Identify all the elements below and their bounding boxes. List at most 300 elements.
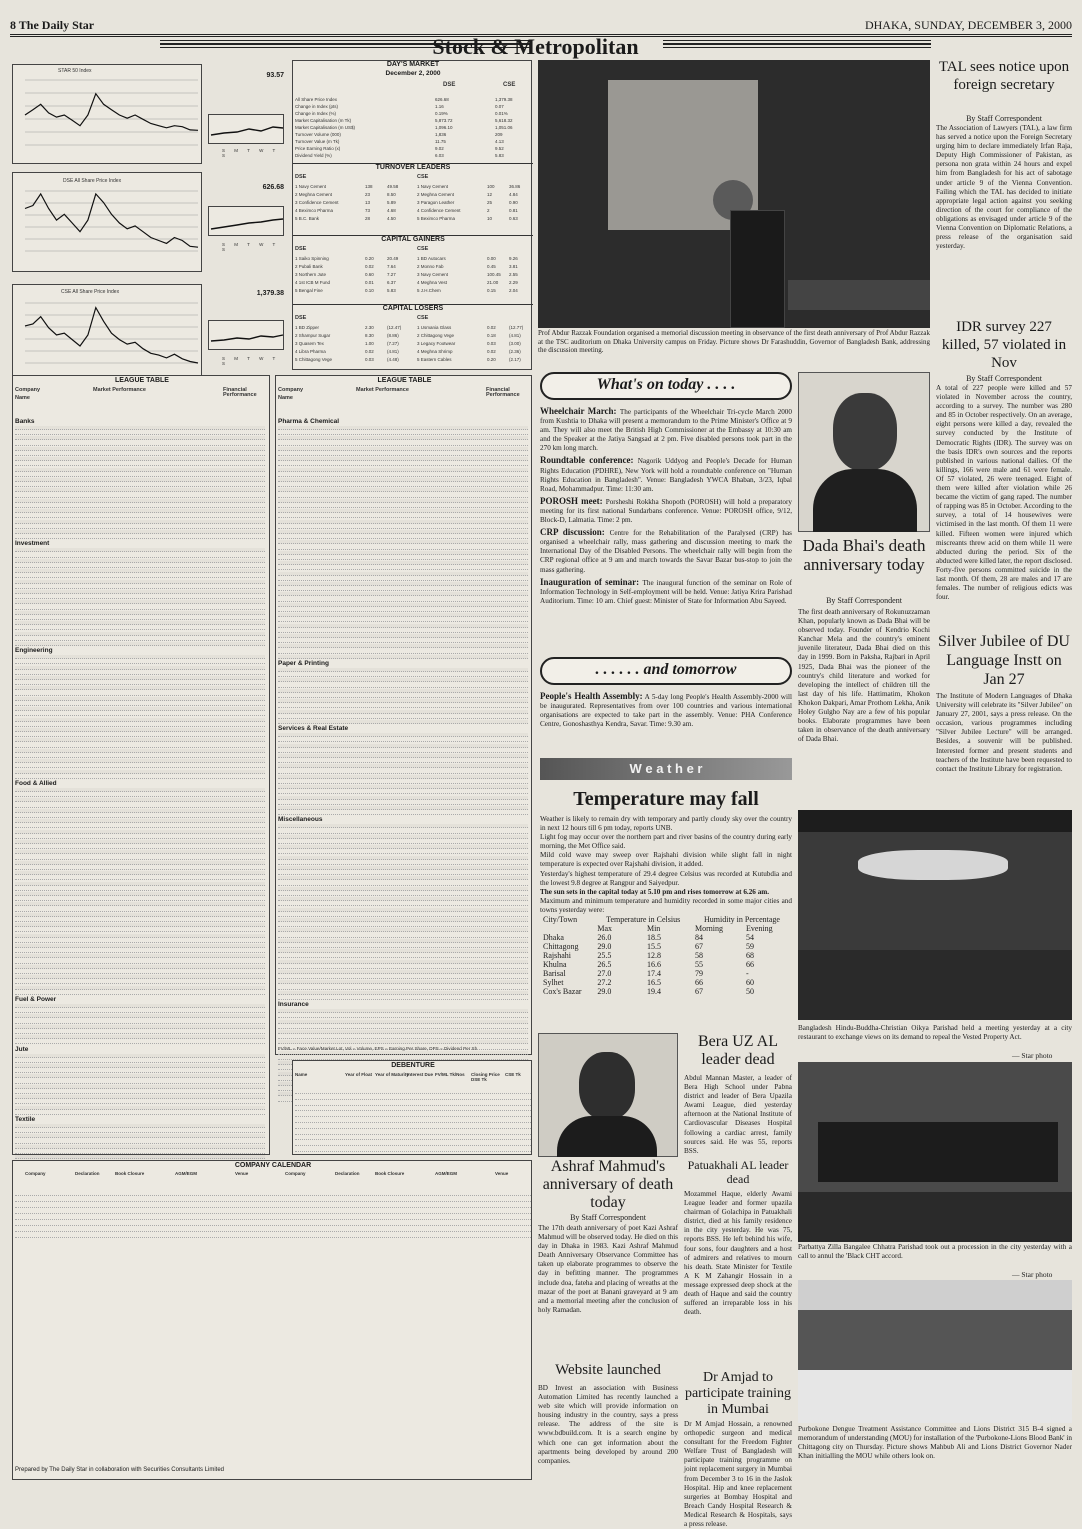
dada-body: The first death anniversary of Rokunuzzaman Khan, popularly known as Dada Bhai will be observed today. Founder of Kendrio Kochi Kanchar Mela and the country's eminent juvenile literateur, Dada Bhai died on this day in 1999. Born in Paksha, Rajbari in April 1925, Dada Bhai was the pioneer of the country's child literature and worked for developing the intellect of children till the last day of his life. Hattimatim, Khokon Khokon Dakpari, Amar Prothom Lekha, Anik Holey Gulgho Nay are a few of his popular books. Elaborate programmes have been taken in observance of the death anniversary of Dada Bhai. <box>798 608 930 744</box>
league-market-left: Market Performance <box>93 387 146 393</box>
league-row <box>278 684 528 688</box>
weather-banner <box>540 758 792 780</box>
whats-on-item <box>540 407 792 453</box>
league-row <box>278 939 528 943</box>
league-row <box>278 970 528 974</box>
league-row <box>278 913 528 917</box>
league-row <box>15 749 265 753</box>
main-photo <box>538 60 930 328</box>
league-row <box>15 676 265 680</box>
calendar-col: Company <box>285 1171 306 1176</box>
losers-title: CAPITAL LOSERS <box>382 305 444 312</box>
patuakhali-body: Mozammel Haque, elderly Awami League leader and former upazila chairman of Golachipa in Patuakhali district, died at his family residence in the city yesterday. He was 75, reports BSS. He left behind his wife, four sons, four daughters and a host of admirers and relatives to mourn his death. State Minister for Textile A K M Zahangir Hossain in a message expressed deep shock at the death of Haque and said the country suffered an irreparable loss in his death. <box>684 1190 792 1317</box>
weather-value: 25.5 <box>597 951 612 961</box>
weather-city: Sylhet <box>543 978 564 988</box>
league-row <box>278 561 528 565</box>
gainers-dse-head: DSE <box>295 246 307 252</box>
calendar-col: Venue <box>495 1171 509 1176</box>
cseall-weekdays: S M T W T S <box>222 356 280 367</box>
calendar-rows <box>15 1191 531 1461</box>
dm-row <box>295 153 531 160</box>
calendar-col: AGM/EGM <box>175 1171 197 1176</box>
losers-cell: (12.77) <box>509 325 524 330</box>
calendar-col: Declaration <box>335 1171 360 1176</box>
league-row <box>15 1059 265 1063</box>
league-row <box>15 793 265 797</box>
league-company-left: Company <box>15 387 41 393</box>
league-row <box>15 692 265 696</box>
weather-th-max: Max <box>597 924 612 934</box>
turnover-cell: 138 <box>365 184 373 189</box>
league-row <box>278 790 528 794</box>
league-row <box>278 442 528 446</box>
calendar-col: Book Closure <box>375 1171 405 1176</box>
losers-cell: 0.18 <box>487 333 496 338</box>
turnover-table <box>295 175 531 233</box>
weather-row <box>540 960 792 969</box>
cseall-week-box <box>208 320 284 350</box>
league-section: Food & Allied <box>15 780 57 787</box>
turnover-cell: 23 <box>365 192 371 197</box>
portrait-body <box>813 469 917 532</box>
dseall-weekdays: S M T W T S <box>222 242 280 253</box>
weather-value: 19.4 <box>646 987 661 997</box>
gainers-row <box>295 256 531 264</box>
league-row <box>15 1124 265 1128</box>
league-row <box>278 720 528 724</box>
league-section: Insurance <box>278 1001 309 1009</box>
index-line-0 <box>25 94 198 131</box>
league-row <box>15 499 265 503</box>
league-row <box>278 902 528 906</box>
league-row <box>15 939 265 943</box>
weather-city: Khulna <box>543 960 567 970</box>
cseall-plot <box>13 285 203 385</box>
debenture-row <box>295 1112 531 1117</box>
league-section: Investment <box>15 540 50 548</box>
league-row <box>15 1064 265 1068</box>
league-row <box>278 546 528 550</box>
league-row <box>278 689 528 693</box>
league-row <box>15 637 265 641</box>
debenture-row <box>295 1130 531 1135</box>
league-body-left <box>13 418 271 1154</box>
turnover-cell: 4.50 <box>387 216 396 221</box>
league-row <box>15 759 265 763</box>
league-row <box>15 991 265 995</box>
league-row <box>15 611 265 615</box>
whats-on-item <box>540 528 792 574</box>
dm-dse: 1,096.10 <box>435 125 453 130</box>
league-row <box>278 806 528 810</box>
league-row <box>278 514 528 518</box>
dm-row <box>295 125 531 132</box>
index-line-1 <box>25 194 198 247</box>
gainers-cell: 9.26 <box>509 256 518 261</box>
league-row <box>15 1004 265 1008</box>
league-row <box>15 569 265 573</box>
league-row <box>278 1035 528 1039</box>
turnover-cell: 2 Meghna Cement <box>295 192 333 197</box>
league-row <box>278 801 528 805</box>
weather-value: 54 <box>745 933 754 943</box>
league-row <box>278 759 528 763</box>
league-row <box>15 1095 265 1099</box>
league-row <box>278 882 528 886</box>
debenture-row <box>295 1118 531 1123</box>
league-row <box>15 585 265 589</box>
league-row <box>15 1030 265 1034</box>
calendar-col: Company <box>25 1171 46 1176</box>
debenture-row <box>295 1101 531 1106</box>
league-row <box>15 975 265 979</box>
league-row <box>15 1090 265 1094</box>
league-row <box>278 598 528 602</box>
company-calendar <box>12 1160 532 1480</box>
league-row <box>278 613 528 617</box>
idr-headline: IDR survey 227 killed, 57 violated in Nov <box>941 319 1067 371</box>
calendar-row <box>15 1203 531 1208</box>
league-row <box>278 608 528 612</box>
league-market-right: Market Performance <box>356 387 409 393</box>
turnover-cell: 0.81 <box>509 208 518 213</box>
league-row <box>15 902 265 906</box>
league-row <box>15 986 265 990</box>
tal-headline: TAL sees notice upon foreign secretary <box>938 59 1070 93</box>
league-row <box>278 704 528 708</box>
turnover-row <box>295 200 531 208</box>
league-row <box>15 897 265 901</box>
league-row <box>15 970 265 974</box>
league-row <box>15 954 265 958</box>
league-row <box>278 830 528 834</box>
weather-value: 67 <box>695 942 703 952</box>
parbattya-caption: Parbattya Zilla Bangalee Chhatra Parishad took out a procession in the city yesterday with a call to annul the 'Black CHT accord. <box>798 1243 1072 1261</box>
debenture-row <box>295 1106 531 1111</box>
calendar-row <box>15 1191 531 1196</box>
losers-cell: 1 Usmania Glass <box>417 325 452 330</box>
weather-value: 29.0 <box>597 942 612 952</box>
oikya-caption: Bangladesh Hindu-Buddha-Christian Oikya Parishad held a meeting yesterday at a city restaurant to exchange views on its demand to repeal the Vested Property Act. <box>798 1024 1072 1042</box>
tomorrow-banner <box>540 657 792 685</box>
league-row <box>15 866 265 870</box>
gainers-cell: 3 Northern Jute <box>295 272 327 277</box>
losers-cse-head: CSE <box>417 315 429 321</box>
weather-value: 27.0 <box>597 969 612 979</box>
turnover-cell: 5 Beximco Pharma <box>417 216 456 221</box>
dm-cse: 4.13 <box>495 139 504 144</box>
league-row <box>15 426 265 430</box>
league-row <box>278 824 528 828</box>
league-row <box>278 462 528 466</box>
losers-cell: 5 Eastern Cables <box>417 357 452 362</box>
league-row <box>278 866 528 870</box>
weather-value: 66 <box>695 978 703 988</box>
gainers-cell: 4 Meghna Vest <box>417 280 448 285</box>
losers-table <box>295 316 531 370</box>
whats-on-banner-text: What's on today . . . . <box>596 376 736 393</box>
league-financial-left: Financial Performance <box>223 387 257 399</box>
league-row <box>15 764 265 768</box>
turnover-cell: 5 B.C. Bank <box>295 216 320 221</box>
turnover-row <box>295 216 531 224</box>
league-row <box>15 1014 265 1018</box>
league-row <box>278 629 528 633</box>
league-row <box>278 624 528 628</box>
dm-dse: 0.19% <box>435 111 448 116</box>
calendar-row <box>15 1221 531 1226</box>
weather-row <box>540 969 792 978</box>
turnover-cell: 4 Beximco Pharma <box>295 208 334 213</box>
masthead <box>10 14 1072 36</box>
gainers-cell: 0.02 <box>365 264 374 269</box>
league-row <box>15 554 265 558</box>
league-row <box>15 452 265 456</box>
debenture-box <box>292 1060 532 1155</box>
league-row <box>15 1020 265 1024</box>
debenture-row <box>295 1147 531 1152</box>
turnover-cell: 0.90 <box>509 200 518 205</box>
league-row <box>15 494 265 498</box>
league-row <box>278 452 528 456</box>
weather-value: 55 <box>695 960 703 970</box>
league-row <box>15 788 265 792</box>
league-row <box>278 876 528 880</box>
league-row <box>15 845 265 849</box>
weather-banner-text: W e a t h e r <box>629 761 703 776</box>
league-row <box>278 530 528 534</box>
league-row <box>15 447 265 451</box>
star50-weekdays: S M T W T S <box>222 148 280 159</box>
weather-city: Dhaka <box>543 933 564 943</box>
league-row <box>15 671 265 675</box>
league-row <box>278 796 528 800</box>
league-row <box>15 642 265 646</box>
turnover-cell: 0.63 <box>509 216 518 221</box>
league-company-right: Company <box>278 387 304 393</box>
league-row <box>15 1155 265 1159</box>
league-row <box>15 754 265 758</box>
league-title-left: LEAGUE TABLE <box>115 377 169 384</box>
weather-p4: Yesterday's highest temperature of 29.4 degree Celsius was recorded at Kutubdia and the lowest 9.8 degree at Rangpur and Saiyedpur. <box>540 869 792 887</box>
losers-cell: (4.81) <box>509 333 521 338</box>
dm-cse: 5,618.32 <box>495 118 513 123</box>
league-row <box>15 574 265 578</box>
losers-dse-head: DSE <box>295 315 307 321</box>
league-row <box>15 892 265 896</box>
weather-headline: Temperature may fall <box>573 788 759 810</box>
gainers-cell: 1 BD Autocars <box>417 256 446 261</box>
turnover-cell: 5.89 <box>387 200 396 205</box>
league-row <box>15 1069 265 1073</box>
dm-label: Change in Index (%) <box>295 111 337 116</box>
days-market-title: DAY'S MARKET <box>386 61 440 68</box>
weather-p3: Mild cold wave may sweep over Rajshahi division while slight fall in night temperature is expected over Rajshahi division, it added. <box>540 851 792 869</box>
league-row <box>15 949 265 953</box>
league-row <box>278 785 528 789</box>
weather-th-min: Min <box>646 924 661 934</box>
oikya-sign <box>858 850 1008 880</box>
dm-label: Price Earning Ratio (x) <box>295 146 341 151</box>
league-row <box>278 850 528 854</box>
league-row <box>278 908 528 912</box>
league-row <box>278 897 528 901</box>
dm-row <box>295 118 531 125</box>
turnover-head <box>295 175 531 184</box>
gainers-cell: 0.45 <box>487 264 496 269</box>
league-row <box>278 770 528 774</box>
gainers-title: CAPITAL GAINERS <box>381 236 445 243</box>
league-row <box>15 1035 265 1039</box>
turnover-cell: 100 <box>487 184 495 189</box>
gainers-cell: 5.83 <box>387 288 396 293</box>
league-row <box>278 525 528 529</box>
dm-label: Dividend Yield (%) <box>295 153 332 158</box>
league-row <box>15 1025 265 1029</box>
league-row <box>15 913 265 917</box>
league-row <box>15 436 265 440</box>
dm-row <box>295 104 531 111</box>
dm-label: Market Capitalisation (m US$) <box>295 125 356 130</box>
weather-value: 68 <box>745 951 754 961</box>
weather-city: Cox's Bazar <box>543 987 582 997</box>
gainers-row <box>295 288 531 296</box>
ashraf-photo <box>538 1033 678 1157</box>
tomorrow-text: A 5-day long People's Health Assembly-2000 will be inaugurated. Representatives from over 100 countries and various international organisations are expected to take part in the assembly. Venue: PHA Conference Centre, Gonoshasthya Kendra, Savar. Time: 9.30 am. <box>540 693 792 729</box>
league-row <box>15 835 265 839</box>
league-row <box>15 564 265 568</box>
league-row <box>278 775 528 779</box>
league-row <box>15 473 265 477</box>
turnover-cell: 1 Navy Cement <box>295 184 327 189</box>
whats-on-text: The participants of the Wheelchair Tri-cycle March 2000 from Kushtia to Dhaka will present a memorandum to the Prime Minister's Office at 9 am. They will also meet the British High Commissioner at the Embassy at 10:30 am and the Speaker at the Jatiya Sangsad at 2 pm. Five disabled persons took part in the 270 km long march. <box>540 408 792 453</box>
gainers-cell: 0.01 <box>365 280 374 285</box>
league-row <box>278 861 528 865</box>
weather-value: 16.5 <box>646 978 661 988</box>
league-row <box>15 595 265 599</box>
weather-value: 16.6 <box>646 960 661 970</box>
losers-cell: 0.03 <box>365 357 374 362</box>
league-row <box>278 582 528 586</box>
league-row <box>278 644 528 648</box>
weather-th-temp: Temperature in Celsius <box>606 915 681 925</box>
losers-cell: (2.36) <box>509 349 521 354</box>
league-row <box>278 923 528 927</box>
whats-on-item <box>540 497 792 525</box>
league-row <box>278 845 528 849</box>
calendar-row <box>15 1209 531 1214</box>
gainers-cell: 100.45 <box>487 272 501 277</box>
losers-cell: 0.02 <box>487 325 496 330</box>
weather-value: 50 <box>745 987 754 997</box>
league-row <box>15 660 265 664</box>
weather-th-evening: Evening <box>745 924 773 934</box>
league-row <box>15 1145 265 1149</box>
dm-cse: 1,379.38 <box>495 97 513 102</box>
losers-row <box>295 333 531 341</box>
weather-th-morning: Morning <box>695 924 723 934</box>
bera-body: Abdul Mannan Master, a leader of Bera High School under Pabna district and leader of Bera Upazila Awami League, died yesterday afternoon at the National Institute of Cardiovascular Diseases Hospital following a cardiac arrest, family sources said. He was 55, reports BSS. <box>684 1074 792 1155</box>
league-row <box>15 702 265 706</box>
league-row <box>15 1085 265 1089</box>
losers-cell: (4.48) <box>387 357 399 362</box>
ashraf-byline: By Staff Correspondent <box>570 1213 646 1222</box>
whats-on-kicker: Roundtable conference: <box>540 455 638 466</box>
league-row <box>278 856 528 860</box>
league-row <box>15 775 265 779</box>
league-row <box>278 780 528 784</box>
league-row <box>15 744 265 748</box>
league-row <box>15 655 265 659</box>
whats-on-item <box>540 578 792 606</box>
gainers-row <box>295 272 531 280</box>
league-row <box>278 754 528 758</box>
league-row <box>15 814 265 818</box>
amjad-headline: Dr Amjad to participate training in Mumbai <box>684 1370 792 1417</box>
weather-value: 58 <box>695 951 703 961</box>
weather-value: 26.0 <box>597 933 612 943</box>
league-financial-right: Financial Performance <box>486 387 520 399</box>
league-row <box>15 1140 265 1144</box>
league-section: Services & Real Estate <box>278 725 349 733</box>
dseall-weekly <box>208 172 286 272</box>
index-line-2 <box>25 308 198 363</box>
whats-on-banner <box>540 372 792 400</box>
league-row <box>15 525 265 529</box>
league-table-right <box>275 375 532 1055</box>
league-row <box>15 1134 265 1138</box>
turnover-cell: 2 <box>487 208 490 213</box>
league-row <box>278 960 528 964</box>
dm-cse: 9.52 <box>495 146 504 151</box>
league-row <box>15 908 265 912</box>
dm-dse: 6.03 <box>435 153 444 158</box>
dm-label: Market Capitalisation (m Tk) <box>295 118 352 123</box>
dm-cse: 209 <box>495 132 503 137</box>
calendar-col: Venue <box>235 1171 249 1176</box>
tomorrow-kicker: People's Health Assembly: <box>540 691 643 701</box>
gainers-cell: 0.10 <box>365 288 374 293</box>
star50-weekly <box>208 64 286 164</box>
league-row <box>278 473 528 477</box>
calendar-col: AGM/EGM <box>435 1171 457 1176</box>
league-row <box>278 639 528 643</box>
league-row <box>278 566 528 570</box>
league-row <box>278 949 528 953</box>
league-row <box>278 426 528 430</box>
whats-on-kicker: CRP discussion: <box>540 527 610 538</box>
weather-th-humid: Humidity in Percentage <box>704 915 780 925</box>
index-charts <box>12 60 287 390</box>
gainers-cell: 2 Pubali Bank <box>295 264 323 269</box>
debenture-row <box>295 1089 531 1094</box>
league-row <box>15 697 265 701</box>
photo-table <box>788 280 930 310</box>
weather-value: 66 <box>745 960 754 970</box>
purbokone-caption: Purbokone Dengue Treatment Assistance Committee and Lions District 315 B-4 signed a memorandum of understanding (MOU) for installation of the 'Purbokone-Lions Blood Bank' in Chittagong city on Thursday. Picture shows Mahbub Ali and Lions District Governor Nader Khan initialling the MOU while others look on. <box>798 1425 1072 1461</box>
league-row <box>278 738 528 742</box>
league-row <box>15 600 265 604</box>
dm-dse: 626.68 <box>435 97 449 102</box>
debenture-col: CSE Tk <box>505 1072 521 1077</box>
league-row <box>15 1129 265 1133</box>
league-row <box>15 431 265 435</box>
gainers-cell: 2 Monno Fab <box>417 264 444 269</box>
league-row <box>278 975 528 979</box>
league-row <box>278 592 528 596</box>
debenture-title: DEBENTURE <box>391 1062 435 1069</box>
league-row <box>15 606 265 610</box>
